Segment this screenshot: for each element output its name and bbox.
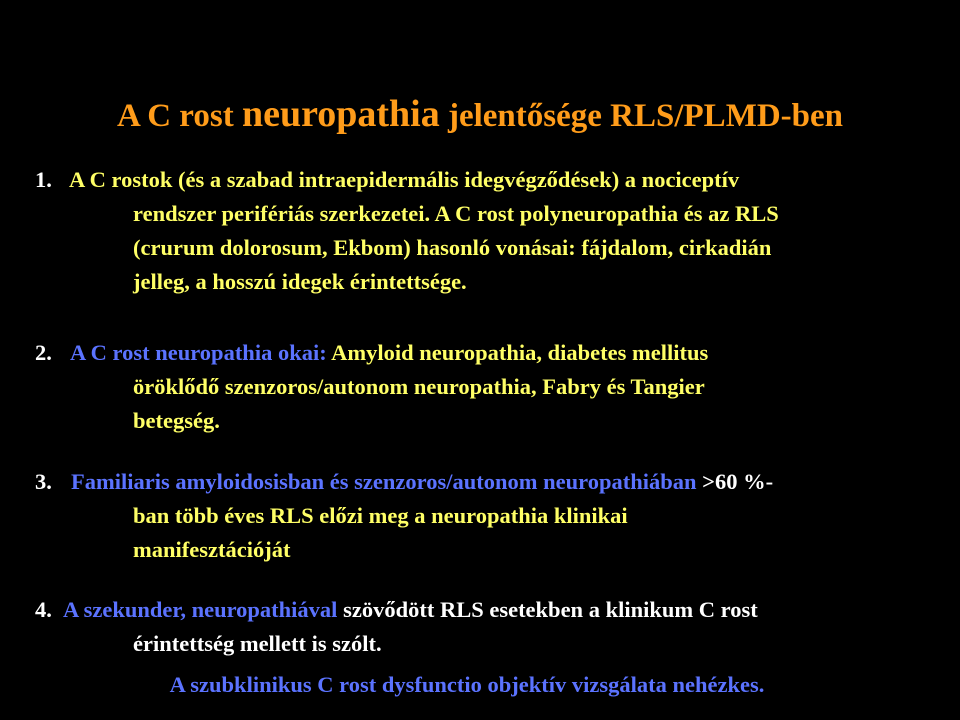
item-1-number: 1. xyxy=(35,167,52,192)
footer-note: A szubklinikus C rost dysfunctio objektív vizsgálata nehézkes. xyxy=(169,672,765,697)
item-1-line-3: (crurum dolorosum, Ekbom) hasonló vonásai: fájdalom, cirkadián xyxy=(133,235,772,260)
title-part-1: A C rost xyxy=(116,98,242,134)
item-2-text-1: Amyloid neuropathia, diabetes mellitus xyxy=(326,340,709,365)
item-2-number: 2. xyxy=(35,340,52,365)
item-2-line-3: betegség. xyxy=(133,408,220,433)
item-1-line-4: jelleg, a hosszú idegek érintettsége. xyxy=(133,269,467,294)
item-3-text-1: >60 %- xyxy=(696,469,774,494)
title-part-3: jelentősége RLS/PLMD-ben xyxy=(439,98,844,134)
item-2-line-2: öröklődő szenzoros/autonom neuropathia, Fabry és Tangier xyxy=(133,374,705,399)
item-3-number: 3. xyxy=(35,469,52,494)
list-item-3 xyxy=(35,465,773,567)
item-3-line-2: ban több éves RLS előzi meg a neuropathia klinikai xyxy=(133,503,628,528)
item-2-line-1 xyxy=(35,336,708,370)
title-part-2: neuropathia xyxy=(241,93,440,135)
slide-title xyxy=(0,94,960,136)
item-3-line-1 xyxy=(35,465,773,499)
item-1-text-1: A C rostok (és a szabad intraepidermális idegvégződések) a nociceptív xyxy=(69,167,740,192)
item-4-text-1: szövődött RLS esetekben a klinikum C rost xyxy=(337,597,758,622)
list-item-4 xyxy=(35,593,758,661)
item-3-highlight: Familiaris amyloidosisban és szenzoros/autonom neuropathiában xyxy=(71,469,697,494)
item-3-line-3: manifesztációját xyxy=(133,537,291,562)
item-4-highlight: A szekunder, neuropathiával xyxy=(63,597,338,622)
item-4-line-1 xyxy=(35,593,758,627)
item-1-line-2: rendszer perifériás szerkezetei. A C rost polyneuropathia és az RLS xyxy=(133,201,779,226)
list-item-2 xyxy=(35,336,708,438)
item-4-line-2: érintettség mellett is szólt. xyxy=(133,631,382,656)
item-1-line-1 xyxy=(35,163,779,197)
item-2-highlight: A C rost neuropathia okai: xyxy=(70,340,327,365)
list-item-1 xyxy=(35,163,779,299)
item-4-number: 4. xyxy=(35,597,52,622)
